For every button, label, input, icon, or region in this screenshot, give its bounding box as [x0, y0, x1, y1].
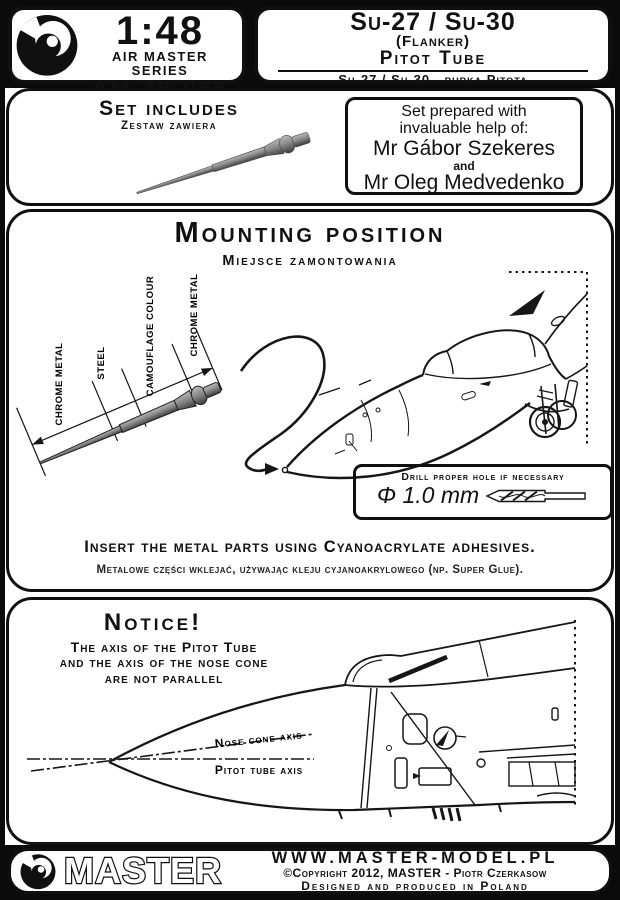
- pitot-tube-axis-label: Pitot tube axis: [214, 763, 304, 777]
- mounting-arrow: [241, 337, 324, 475]
- dim-label-camouflage: CAMOUFLAGE COLOUR: [145, 275, 156, 397]
- header-left-box: [8, 6, 246, 84]
- footer-copyright: ©Copyright 2012, MASTER - Piotr Czerkasow: [283, 865, 547, 880]
- credits-name-1: Mr Gábor Szekeres: [372, 136, 556, 160]
- footer-website: WWW.MASTER-MODEL.PL: [271, 848, 559, 867]
- dim-label-steel: STEEL: [96, 346, 107, 380]
- notice-section: [6, 597, 614, 845]
- product-name-polish: Su-27 / Su-30 - rurka Pitota: [338, 72, 528, 88]
- notice-line-3: are not parallel: [104, 669, 224, 686]
- svg-text:MASTER: MASTER: [64, 852, 222, 890]
- pitot-tube-part-image: [127, 129, 322, 203]
- master-logo-swirl-icon: [19, 852, 57, 890]
- credits-line-1: Set prepared with: [401, 103, 527, 120]
- footer-box: [8, 848, 612, 894]
- set-includes-title: Set includes: [99, 97, 239, 120]
- notice-title: Notice!: [103, 609, 203, 636]
- drill-diameter: Φ 1.0 mm: [376, 482, 480, 508]
- adhesive-instruction: Insert the metal parts using Cyanoacrylate adhesives.: [84, 538, 536, 556]
- notice-line-2: and the axis of the nose cone: [59, 654, 269, 671]
- set-includes-title-polish: Zestaw zawiera: [121, 120, 217, 133]
- notice-text: [9, 640, 319, 686]
- drill-bit-icon: [485, 488, 589, 504]
- mounting-position-section: [6, 209, 614, 592]
- header-right-box: [254, 6, 612, 88]
- product-name: Pitot Tube: [379, 47, 487, 69]
- adhesive-instruction-polish: Metalowe części wklejać, używając kleju cyjanoakrylowego (np. Super Glue).: [96, 564, 524, 576]
- drill-note-box: [353, 464, 613, 520]
- footer-made-in: Designed and produced in Poland: [301, 879, 529, 894]
- master-logotype: [59, 852, 227, 890]
- mounting-title-polish: Miejsce zamontowania: [222, 253, 398, 269]
- footer-brand: [11, 852, 227, 890]
- set-includes-section: [6, 88, 614, 206]
- notice-line-1: The axis of the Pitot Tube: [70, 639, 258, 655]
- credits-name-2: Mr Oleg Medvedenko: [363, 171, 565, 195]
- master-logo-swirl-icon: [14, 11, 80, 77]
- dim-label-chrome-1: CHROME METAL: [54, 342, 65, 426]
- series-label: AIR MASTER SERIES: [112, 49, 208, 78]
- aircraft-title: Su-27 / Su-30: [350, 8, 516, 36]
- dim-label-chrome-2: CHROME METAL: [189, 273, 200, 357]
- credits-box: [345, 97, 583, 195]
- aircraft-variant: (Flanker): [396, 32, 470, 50]
- drill-note-text: Drill proper hole if necessary: [401, 471, 565, 483]
- scale-label: 1:48: [115, 9, 205, 53]
- nose-cone-axis-label: Nose cone axis: [214, 727, 304, 751]
- aircraft-nose-drawing: [282, 272, 587, 478]
- credits-line-2: invaluable help of:: [399, 120, 529, 138]
- credits-and: and: [453, 159, 475, 174]
- mounting-title: Mounting position: [174, 217, 446, 249]
